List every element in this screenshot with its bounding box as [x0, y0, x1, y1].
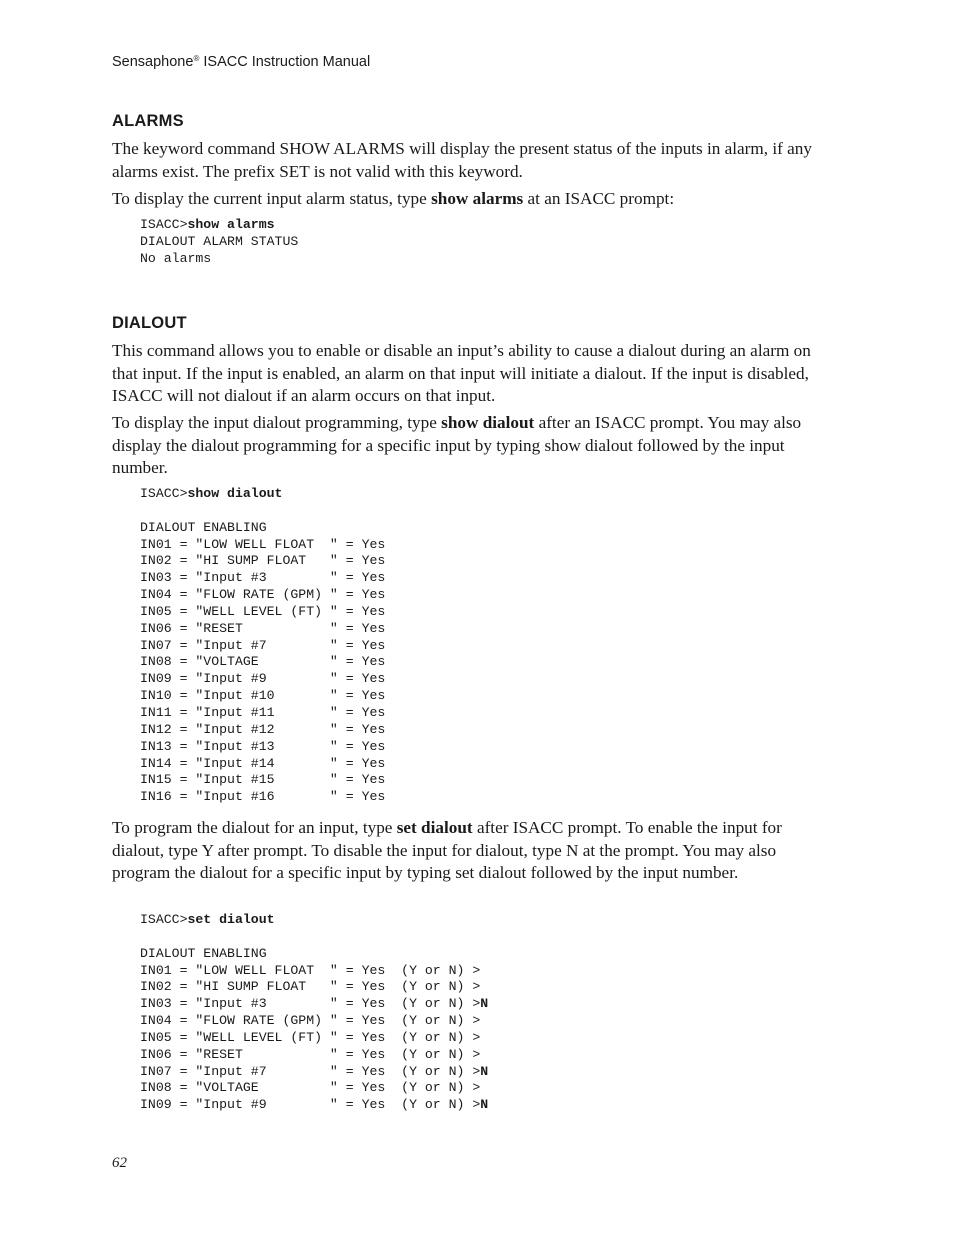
row-input: N — [480, 996, 489, 1012]
alarms-p2-text-before: To display the current input alarm status, type — [112, 189, 432, 208]
alarms-heading: ALARMS — [112, 112, 184, 130]
code-blank-line — [140, 503, 385, 520]
header-title: ISACC Instruction Manual — [199, 54, 371, 70]
dialout-row: IN01 = "LOW WELL FLOAT " = Yes — [140, 536, 386, 552]
show-dialout-code-block — [140, 486, 385, 806]
code-line: DIALOUT ALARM STATUS — [140, 233, 299, 249]
dialout-row: IN09 = "Input #9 " = Yes — [140, 671, 386, 687]
dialout-row: IN06 = "RESET " = Yes — [140, 620, 386, 636]
dialout-paragraph-2 — [112, 412, 812, 480]
set-dialout-row — [140, 1047, 488, 1064]
code-blank-line — [140, 929, 488, 946]
code-title: DIALOUT ENABLING — [140, 945, 267, 961]
code-prompt: ISACC> — [140, 217, 188, 232]
dialout-p3-text-after: after ISACC prompt. To enable the input for dialout, type Y after prompt. To disable the input for dialout, type N at the prompt. You may also program the dialout for a specific input by typing set dialout followed by the input number. — [112, 818, 782, 883]
row-text: IN06 = "RESET " = Yes (Y or N) > — [140, 1046, 481, 1062]
dialout-row: IN05 = "WELL LEVEL (FT) " = Yes — [140, 603, 386, 619]
dialout-row: IN12 = "Input #12 " = Yes — [140, 721, 386, 737]
set-dialout-row — [140, 996, 488, 1013]
row-input: N — [480, 1097, 489, 1113]
set-dialout-row — [140, 1064, 488, 1081]
dialout-p3-command: set dialout — [396, 818, 473, 837]
dialout-p2-text-before: To display the input dialout programming, type — [112, 413, 442, 432]
dialout-row: IN08 = "VOLTAGE " = Yes — [140, 654, 386, 670]
dialout-row: IN16 = "Input #16 " = Yes — [140, 789, 386, 805]
row-text: IN03 = "Input #3 " = Yes (Y or N) > — [140, 996, 481, 1012]
row-text: IN08 = "VOLTAGE " = Yes (Y or N) > — [140, 1080, 481, 1096]
alarms-code-block — [140, 217, 298, 268]
set-dialout-row — [140, 1097, 488, 1114]
code-line — [140, 217, 298, 234]
dialout-row: IN04 = "FLOW RATE (GPM) " = Yes — [140, 587, 386, 603]
set-dialout-code-block — [140, 912, 488, 1114]
set-dialout-row — [140, 963, 488, 980]
dialout-row: IN13 = "Input #13 " = Yes — [140, 738, 386, 754]
code-prompt: ISACC> — [140, 912, 188, 927]
code-title: DIALOUT ENABLING — [140, 519, 267, 535]
code-command: show alarms — [187, 217, 275, 232]
dialout-row: IN03 = "Input #3 " = Yes — [140, 570, 386, 586]
alarms-p2-command: show alarms — [431, 189, 524, 208]
running-header — [112, 54, 370, 70]
dialout-row: IN07 = "Input #7 " = Yes — [140, 637, 386, 653]
code-line — [140, 486, 385, 503]
dialout-row: IN11 = "Input #11 " = Yes — [140, 704, 386, 720]
row-text: IN07 = "Input #7 " = Yes (Y or N) > — [140, 1063, 481, 1079]
alarms-p2-text-after: at an ISACC prompt: — [523, 189, 675, 208]
row-text: IN05 = "WELL LEVEL (FT) " = Yes (Y or N) > — [140, 1029, 481, 1045]
page-number: 62 — [112, 1155, 127, 1171]
dialout-paragraph-3 — [112, 817, 812, 885]
header-brand: Sensaphone — [112, 54, 194, 70]
row-input: N — [480, 1063, 489, 1079]
dialout-row: IN14 = "Input #14 " = Yes — [140, 755, 386, 771]
code-line: No alarms — [140, 250, 212, 266]
code-line — [140, 912, 488, 929]
dialout-paragraph-1: This command allows you to enable or disable an input’s ability to cause a dialout during an alarm on that input. If the input is enabled, an alarm on that input will initiate a dialout. If the input is disabled, ISACC will not dialout if an alarm occurs on that input. — [112, 341, 811, 406]
dialout-row: IN10 = "Input #10 " = Yes — [140, 688, 386, 704]
set-dialout-row — [140, 979, 488, 996]
code-prompt: ISACC> — [140, 486, 188, 501]
set-dialout-row — [140, 1030, 488, 1047]
dialout-p2-text-after: after an ISACC prompt. You may also display the dialout programming for a specific input by typing show dialout followed by the input number. — [112, 413, 802, 478]
alarms-paragraph-1: The keyword command SHOW ALARMS will display the present status of the inputs in alarm, if any alarms exist. The prefix SET is not valid with this keyword. — [112, 139, 812, 181]
row-text: IN01 = "LOW WELL FLOAT " = Yes (Y or N) > — [140, 962, 481, 978]
dialout-p3-text-before: To program the dialout for an input, type — [112, 818, 397, 837]
dialout-heading: DIALOUT — [112, 314, 187, 332]
row-text: IN09 = "Input #9 " = Yes (Y or N) > — [140, 1097, 481, 1113]
code-command: set dialout — [187, 912, 275, 927]
row-text: IN02 = "HI SUMP FLOAT " = Yes (Y or N) > — [140, 979, 481, 995]
row-text: IN04 = "FLOW RATE (GPM) " = Yes (Y or N) > — [140, 1013, 481, 1029]
set-dialout-row — [140, 1013, 488, 1030]
dialout-row: IN02 = "HI SUMP FLOAT " = Yes — [140, 553, 386, 569]
set-dialout-row — [140, 1080, 488, 1097]
code-command: show dialout — [187, 486, 283, 501]
dialout-row: IN15 = "Input #15 " = Yes — [140, 772, 386, 788]
registered-mark: ® — [193, 54, 200, 63]
alarms-paragraph-2 — [112, 188, 812, 211]
dialout-p2-command: show dialout — [441, 413, 535, 432]
